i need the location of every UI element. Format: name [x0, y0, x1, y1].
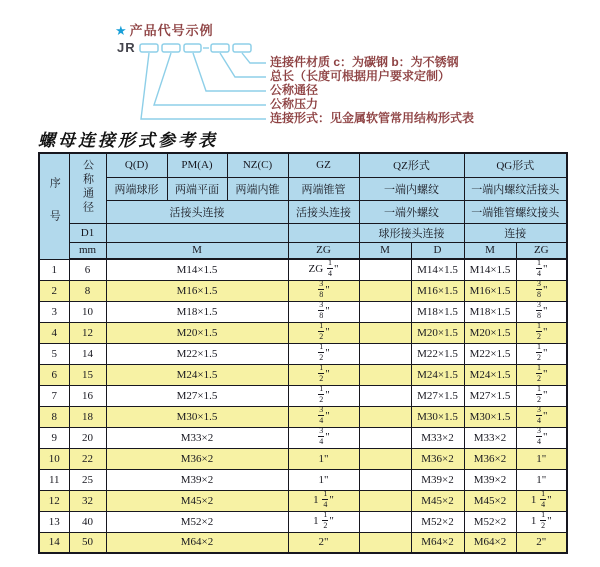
star-icon: ★ [115, 23, 128, 38]
cell-qz-m [359, 469, 411, 490]
cell-qz-m [359, 343, 411, 364]
cell-qz-d: M36×2 [411, 448, 464, 469]
cell-thread-m: M33×2 [106, 427, 288, 448]
header-blank-left [106, 223, 288, 242]
table-title: 螺母连接形式参考表 [38, 131, 218, 150]
cell-qz-m [359, 301, 411, 322]
cell-thread-m: M27×1.5 [106, 385, 288, 406]
header-code-gz: GZ [288, 153, 359, 177]
cell-qz-d: M18×1.5 [411, 301, 464, 322]
cell-dn: 15 [69, 364, 106, 385]
diagram-title: 产品代号示例 [129, 23, 214, 38]
cell-dn: 16 [69, 385, 106, 406]
cell-qg-zg: $\frac{1}{2}$ " [516, 322, 567, 343]
header-nominal-diameter: 公称通径 [69, 153, 106, 223]
diagram-label-material: 连接件材质 c：为碳钢 b：为不锈钢 [270, 55, 459, 69]
cell-qz-m [359, 448, 411, 469]
header-conn-qg: 连接 [464, 223, 567, 242]
cell-qz-d: M16×1.5 [411, 280, 464, 301]
cell-qz-m [359, 280, 411, 301]
cell-thread-m: M64×2 [106, 532, 288, 553]
cell-seq: 14 [39, 532, 69, 553]
code-box-4 [211, 44, 229, 52]
cell-qz-d: M39×2 [411, 469, 464, 490]
header-desc-nzc: 两端内锥 [227, 177, 288, 200]
cell-qz-m [359, 364, 411, 385]
code-box-5 [233, 44, 251, 52]
table-row [39, 532, 567, 553]
leader-line-1 [242, 53, 266, 63]
cell-thread-m: M14×1.5 [106, 259, 288, 280]
table-row [39, 490, 567, 511]
cell-qz-m [359, 427, 411, 448]
cell-thread-m: M16×1.5 [106, 280, 288, 301]
cell-qg-m: M14×1.5 [464, 259, 516, 280]
cell-seq: 13 [39, 511, 69, 532]
cell-gz-zg: $\frac{1}{2}$ " [288, 343, 359, 364]
cell-qz-m [359, 406, 411, 427]
cell-qg-m: M16×1.5 [464, 280, 516, 301]
cell-gz-zg: $\frac{1}{2}$ " [288, 322, 359, 343]
cell-thread-m: M39×2 [106, 469, 288, 490]
cell-dn: 40 [69, 511, 106, 532]
cell-seq: 8 [39, 406, 69, 427]
header-desc-qz: 一端内螺纹 [359, 177, 464, 200]
cell-thread-m: M18×1.5 [106, 301, 288, 322]
header-desc-qd: 两端球形 [106, 177, 167, 200]
header-sub-gz-zg: ZG [288, 242, 359, 259]
diagram-label-diameter: 公称通径 [270, 83, 319, 97]
cell-gz-zg: $\frac{1}{2}$ " [288, 364, 359, 385]
cell-qg-zg: $\frac{3}{4}$ " [516, 427, 567, 448]
cell-qz-d: M14×1.5 [411, 259, 464, 280]
cell-qz-d: M22×1.5 [411, 343, 464, 364]
table-row [39, 469, 567, 490]
header-code-qz: QZ形式 [359, 153, 464, 177]
cell-gz-zg: 1" [288, 469, 359, 490]
table-row [39, 511, 567, 532]
cell-qg-zg: 1" [516, 448, 567, 469]
cell-qg-zg: $\frac{1}{2}$ " [516, 385, 567, 406]
leader-line-3 [193, 53, 266, 91]
cell-qg-zg: 2" [516, 532, 567, 553]
table-row [39, 343, 567, 364]
product-code-prefix: JR [117, 40, 136, 55]
cell-gz-zg: 1" [288, 448, 359, 469]
cell-thread-m: M22×1.5 [106, 343, 288, 364]
header-union-conn: 活接头连接 [106, 200, 288, 223]
cell-qg-zg: $\frac{1}{4}$ " [516, 259, 567, 280]
cell-qg-zg: 1 $\frac{1}{2}$ " [516, 511, 567, 532]
cell-dn: 20 [69, 427, 106, 448]
table-row [39, 280, 567, 301]
cell-gz-zg: 1 $\frac{1}{2}$ " [288, 511, 359, 532]
cell-qz-m [359, 322, 411, 343]
cell-dn: 8 [69, 280, 106, 301]
cell-gz-zg: $\frac{3}{4}$ " [288, 427, 359, 448]
table-row [39, 385, 567, 406]
cell-dn: 12 [69, 322, 106, 343]
table-body [39, 259, 567, 553]
cell-seq: 1 [39, 259, 69, 280]
cell-dn: 25 [69, 469, 106, 490]
cell-qz-m [359, 259, 411, 280]
cell-qz-d: M45×2 [411, 490, 464, 511]
header-sub-qg-m: M [464, 242, 516, 259]
cell-seq: 2 [39, 280, 69, 301]
cell-seq: 4 [39, 322, 69, 343]
cell-qg-m: M20×1.5 [464, 322, 516, 343]
table-row [39, 364, 567, 385]
header-sub-qz-d: D [411, 242, 464, 259]
cell-qz-d: M27×1.5 [411, 385, 464, 406]
code-box-3 [184, 44, 201, 52]
cell-qz-d: M52×2 [411, 511, 464, 532]
header-conn-qz: 球形接头连接 [359, 223, 464, 242]
cell-gz-zg: $\frac{3}{4}$ " [288, 406, 359, 427]
cell-thread-m: M20×1.5 [106, 322, 288, 343]
cell-qg-m: M39×2 [464, 469, 516, 490]
cell-qg-zg: $\frac{1}{2}$ " [516, 343, 567, 364]
nut-connection-table [38, 152, 568, 554]
diagram-label-conn-form: 连接形式：见金属软管常用结构形式表 [270, 111, 475, 125]
header-desc-gz: 两端锥管 [288, 177, 359, 200]
cell-qg-m: M22×1.5 [464, 343, 516, 364]
cell-qg-zg: $\frac{3}{8}$ " [516, 301, 567, 322]
cell-dn: 14 [69, 343, 106, 364]
header-desc2-qg: 一端锥管螺纹接头 [464, 200, 567, 223]
cell-qz-d: M30×1.5 [411, 406, 464, 427]
cell-gz-zg: $\frac{1}{2}$ " [288, 385, 359, 406]
header-code-nzc: NZ(C) [227, 153, 288, 177]
cell-qz-m [359, 511, 411, 532]
cell-qz-m [359, 385, 411, 406]
cell-dn: 50 [69, 532, 106, 553]
cell-qg-m: M30×1.5 [464, 406, 516, 427]
header-mm: mm [69, 242, 106, 259]
header-d1: D1 [69, 223, 106, 242]
cell-qg-m: M52×2 [464, 511, 516, 532]
cell-qg-zg: 1 $\frac{1}{4}$ " [516, 490, 567, 511]
cell-qz-d: M33×2 [411, 427, 464, 448]
cell-gz-zg: 2" [288, 532, 359, 553]
header-desc-pma: 两端平面 [167, 177, 227, 200]
cell-gz-zg: $\frac{3}{8}$ " [288, 280, 359, 301]
diagram-label-pressure: 公称压力 [270, 97, 319, 111]
cell-thread-m: M52×2 [106, 511, 288, 532]
cell-qg-m: M45×2 [464, 490, 516, 511]
code-box-1 [140, 44, 158, 52]
cell-gz-zg: 1 $\frac{1}{4}$ " [288, 490, 359, 511]
cell-dn: 32 [69, 490, 106, 511]
cell-qz-m [359, 490, 411, 511]
header-code-qg: QG形式 [464, 153, 567, 177]
header-desc-qg: 一端内螺纹活接头 [464, 177, 567, 200]
cell-seq: 9 [39, 427, 69, 448]
cell-dn: 18 [69, 406, 106, 427]
cell-qg-zg: 1" [516, 469, 567, 490]
header-blank-gz [288, 223, 359, 242]
cell-qg-m: M36×2 [464, 448, 516, 469]
cell-seq: 12 [39, 490, 69, 511]
header-code-qd: Q(D) [106, 153, 167, 177]
cell-seq: 6 [39, 364, 69, 385]
header-code-pma: PM(A) [167, 153, 227, 177]
cell-qz-m [359, 532, 411, 553]
cell-thread-m: M30×1.5 [106, 406, 288, 427]
cell-qg-zg: $\frac{3}{8}$ " [516, 280, 567, 301]
table-row [39, 406, 567, 427]
cell-qg-zg: $\frac{1}{2}$ " [516, 364, 567, 385]
cell-dn: 22 [69, 448, 106, 469]
table-row [39, 301, 567, 322]
cell-qg-zg: $\frac{3}{4}$ " [516, 406, 567, 427]
cell-dn: 6 [69, 259, 106, 280]
cell-seq: 7 [39, 385, 69, 406]
leader-line-2 [220, 53, 266, 77]
header-seq: 序号 [39, 153, 69, 259]
cell-qg-m: M24×1.5 [464, 364, 516, 385]
cell-gz-zg: $\frac{3}{8}$ " [288, 301, 359, 322]
cell-thread-m: M24×1.5 [106, 364, 288, 385]
cell-qz-d: M20×1.5 [411, 322, 464, 343]
cell-gz-zg: ZG $\frac{1}{4}$ " [288, 259, 359, 280]
header-sub-qz-m: M [359, 242, 411, 259]
header-thread-m: M [106, 242, 288, 259]
cell-qg-m: M27×1.5 [464, 385, 516, 406]
cell-seq: 10 [39, 448, 69, 469]
diagram-label-length: 总长（长度可根据用户要求定制） [270, 69, 451, 83]
cell-seq: 11 [39, 469, 69, 490]
table-row [39, 448, 567, 469]
cell-qz-d: M64×2 [411, 532, 464, 553]
cell-qz-d: M24×1.5 [411, 364, 464, 385]
table-row [39, 322, 567, 343]
cell-dn: 10 [69, 301, 106, 322]
code-box-2 [162, 44, 180, 52]
table-row [39, 259, 567, 280]
header-desc2-qz: 一端外螺纹 [359, 200, 464, 223]
cell-seq: 3 [39, 301, 69, 322]
cell-qg-m: M18×1.5 [464, 301, 516, 322]
cell-thread-m: M36×2 [106, 448, 288, 469]
cell-seq: 5 [39, 343, 69, 364]
table-row [39, 427, 567, 448]
cell-qg-m: M64×2 [464, 532, 516, 553]
header-union-conn-gz: 活接头连接 [288, 200, 359, 223]
header-sub-qg-zg: ZG [516, 242, 567, 259]
cell-qg-m: M33×2 [464, 427, 516, 448]
leader-line-4 [154, 53, 266, 105]
cell-thread-m: M45×2 [106, 490, 288, 511]
